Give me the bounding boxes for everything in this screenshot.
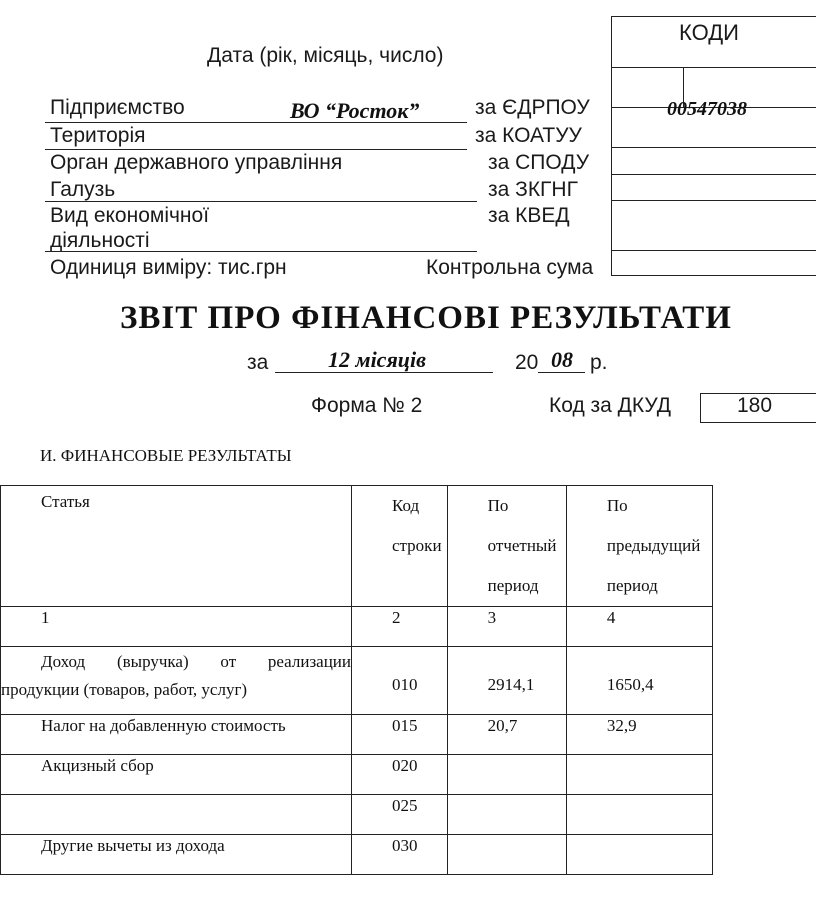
table-row bbox=[1, 835, 713, 875]
index-4: 4 bbox=[606, 608, 616, 627]
row-previous bbox=[566, 647, 712, 715]
activity-label-2: діяльності bbox=[50, 229, 150, 252]
period-value: 12 місяців bbox=[328, 347, 426, 372]
period-prefix: за bbox=[247, 351, 269, 374]
header-code bbox=[352, 486, 448, 607]
branch-label: Галузь bbox=[50, 178, 116, 201]
index-cell-3 bbox=[447, 607, 566, 647]
row-article-text-1: Доход (выручка) от реализации bbox=[41, 652, 351, 671]
header-current bbox=[447, 486, 566, 607]
row-previous bbox=[566, 835, 712, 875]
edrpou-label: за ЄДРПОУ bbox=[475, 96, 590, 119]
section-heading: И. ФИНАНСОВЫЕ РЕЗУЛЬТАТЫ bbox=[40, 446, 292, 465]
row-previous bbox=[566, 755, 712, 795]
financial-results-table bbox=[0, 485, 713, 875]
enterprise-label: Підприємство bbox=[50, 96, 185, 119]
header-code-text-1: Код bbox=[392, 496, 420, 515]
row-article bbox=[1, 715, 352, 755]
header-article bbox=[1, 486, 352, 607]
index-1: 1 bbox=[41, 608, 50, 627]
codes-title: КОДИ bbox=[679, 20, 739, 45]
row-current bbox=[447, 715, 566, 755]
date-label: Дата (рік, місяць, число) bbox=[207, 44, 444, 67]
unit-label: Одиниця виміру: тис.грн bbox=[50, 256, 287, 279]
zkgng-label: за ЗКГНГ bbox=[488, 178, 578, 201]
row-previous bbox=[566, 715, 712, 755]
header-previous bbox=[566, 486, 712, 607]
dkud-label: Код за ДКУД bbox=[549, 394, 671, 417]
row-code bbox=[352, 835, 448, 875]
year-value: 08 bbox=[551, 347, 573, 372]
spodu-label: за СПОДУ bbox=[488, 151, 590, 174]
header-current-text-1: По bbox=[487, 496, 509, 515]
index-2: 2 bbox=[392, 608, 401, 627]
report-title: ЗВІТ ПРО ФІНАНСОВІ РЕЗУЛЬТАТИ bbox=[120, 300, 732, 336]
table-row bbox=[1, 795, 713, 835]
row-code-text: 010 bbox=[392, 675, 418, 694]
header-previous-text-3: период bbox=[606, 576, 658, 595]
territory-label: Територія bbox=[50, 124, 146, 147]
row-article-line-2: продукции (товаров, работ, услуг) bbox=[1, 680, 248, 699]
codes-box bbox=[611, 16, 816, 276]
index-cell-1 bbox=[1, 607, 352, 647]
row-code-text: 025 bbox=[392, 796, 418, 815]
row-code bbox=[352, 795, 448, 835]
row-current bbox=[447, 647, 566, 715]
checksum-label: Контрольна сума bbox=[426, 256, 594, 279]
row-article-text: Налог на добавленную стоимость bbox=[41, 716, 286, 735]
year-suffix: р. bbox=[590, 351, 608, 374]
table-row bbox=[1, 755, 713, 795]
row-code-text: 030 bbox=[392, 836, 418, 855]
row-article bbox=[1, 795, 352, 835]
row-article bbox=[1, 835, 352, 875]
row-article-text: Другие вычеты из дохода bbox=[41, 836, 225, 855]
table-index-row bbox=[1, 607, 713, 647]
header-article-text: Статья bbox=[41, 492, 90, 511]
header-previous-text-1: По bbox=[606, 496, 628, 515]
table-row bbox=[1, 715, 713, 755]
row-code-text: 020 bbox=[392, 756, 418, 775]
year-prefix: 20 bbox=[515, 351, 539, 374]
row-code-text: 015 bbox=[392, 716, 418, 735]
gov-body-label: Орган державного управління bbox=[50, 151, 343, 174]
row-previous bbox=[566, 795, 712, 835]
header-current-text-2: отчетный bbox=[487, 536, 557, 555]
table-header-row bbox=[1, 486, 713, 607]
header-code-text-2: строки bbox=[392, 536, 442, 555]
row-current bbox=[447, 755, 566, 795]
row-code bbox=[352, 647, 448, 715]
index-3: 3 bbox=[487, 608, 497, 627]
activity-label-1: Вид економічної bbox=[50, 204, 210, 227]
row-article bbox=[1, 647, 352, 715]
table-row bbox=[1, 647, 713, 715]
row-previous-text: 32,9 bbox=[606, 716, 637, 735]
row-article-text: Акцизный сбор bbox=[41, 756, 154, 775]
index-cell-2 bbox=[352, 607, 448, 647]
row-article-line-1 bbox=[1, 648, 351, 676]
kved-label: за КВЕД bbox=[488, 204, 570, 227]
form-number: Форма № 2 bbox=[311, 394, 423, 417]
row-code bbox=[352, 715, 448, 755]
row-current bbox=[447, 795, 566, 835]
koatuu-label: за КОАТУУ bbox=[475, 124, 582, 147]
row-article bbox=[1, 755, 352, 795]
row-current bbox=[447, 835, 566, 875]
row-current-text: 2914,1 bbox=[487, 675, 535, 694]
edrpou-code-value: 00547038 bbox=[667, 98, 747, 120]
row-previous-text: 1650,4 bbox=[606, 675, 654, 694]
row-code bbox=[352, 755, 448, 795]
row-current-text: 20,7 bbox=[487, 716, 518, 735]
enterprise-value: ВО “Росток” bbox=[290, 98, 420, 123]
dkud-value: 180 bbox=[737, 394, 773, 417]
header-previous-text-2: предыдущий bbox=[606, 536, 701, 555]
header-current-text-3: период bbox=[487, 576, 539, 595]
index-cell-4 bbox=[566, 607, 712, 647]
